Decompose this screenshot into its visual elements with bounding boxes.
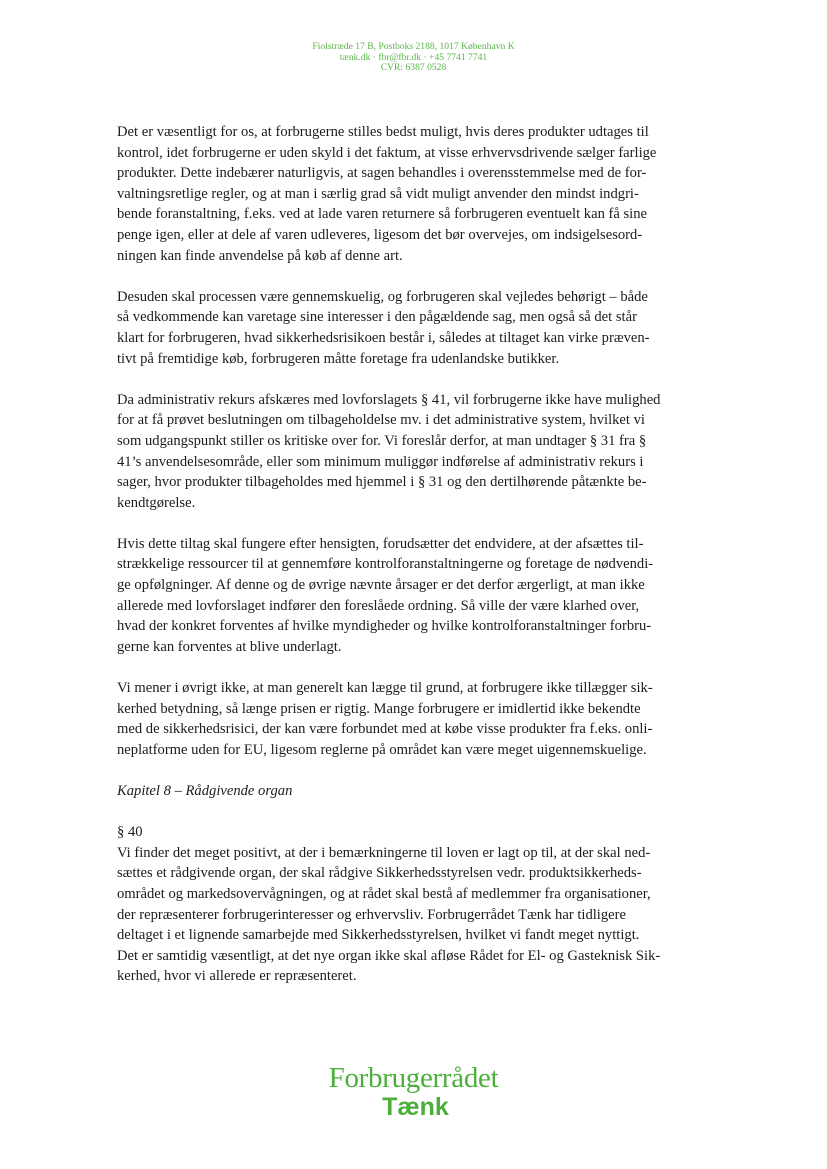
text-line: deltaget i et lignende samarbejde med Sikkerhedsstyrelsen, hvilket vi fandt meget nyttigt. — [117, 927, 640, 944]
text-line: som udgangspunkt stiller os kritiske over for. Vi foreslår derfor, at man undtager § 31 fra § — [117, 432, 647, 449]
text-line: Det er samtidig væsentligt, at det nye organ ikke skal afløse Rådet for El- og Gasteknisk Sik- — [117, 947, 661, 964]
text-line: penge igen, eller at dele af varen udleveres, ligesom det bør overvejes, om indsigelsesord- — [117, 226, 643, 243]
letterhead — [0, 42, 827, 74]
logo-wordmark-top: Forbrugerrådet — [328, 1062, 499, 1094]
text-line: valtningsretlige regler, og at man i særlig grad så vidt muligt anvender den mindst indgri- — [117, 185, 639, 202]
text-line: Da administrativ rekurs afskæres med lovforslagets § 41, vil forbrugerne ikke have mulighed — [117, 391, 661, 408]
text-line: området og markedsovervågningen, og at rådet skal bestå af medlemmer fra organisationer, — [117, 885, 651, 902]
text-line: ningen kan finde anvendelse på køb af denne art. — [117, 247, 403, 264]
text-line: 41’s anvendelsesområde, eller som minimum muliggør indførelse af administrativ rekurs i — [117, 453, 644, 470]
text-line: kerhed betydning, så længe prisen er rigtig. Mange forbrugere er imidlertid ikke bekendte — [117, 700, 641, 717]
paragraph-5 — [117, 678, 683, 760]
text-line: Det er væsentligt for os, at forbrugerne stilles bedst muligt, hvis deres produkter udtages til — [117, 124, 649, 140]
text-line: produkter. Dette indebærer naturligvis, at sagen behandles i overensstemmelse med de for- — [117, 165, 647, 182]
text-line: Vi finder det meget positivt, at der i bemærkningerne til loven er lagt op til, at der skal ned- — [117, 844, 651, 861]
text-line: strækkelige ressourcer til at gennemføre kontrolforanstaltningerne og foretage de nødvendi- — [117, 556, 654, 573]
organization-logo — [0, 1063, 827, 1121]
letterhead-contact: tænk.dk · fbr@fbr.dk · +45 7741 7741 — [339, 51, 488, 63]
text-line: så vedkommende kan varetage sine interesser i den pågældende sag, men også så det står — [117, 309, 637, 326]
text-line: der repræsenterer forbrugerinteresser og erhvervsliv. Forbrugerrådet Tænk har tidligere — [117, 906, 626, 923]
text-line: Vi mener i øvrigt ikke, at man generelt kan lægge til grund, at forbrugere ikke tillægger sik- — [117, 680, 653, 697]
paragraph-1 — [117, 122, 683, 266]
text-line: hvad der konkret forventes af hvilke myndigheder og hvilke kontrolforanstaltninger forbru- — [117, 618, 652, 635]
paragraph-3 — [117, 390, 683, 514]
text-line: kendtgørelse. — [117, 494, 196, 511]
letterhead-address: Fiolstræde 17 B, Postboks 2188, 1017 København K — [312, 41, 515, 52]
text-line: bende foranstaltning, f.eks. ved at lade varen returnere så forbrugeren eventuelt kan få sine — [117, 206, 648, 223]
logo-wordmark-bottom: Tænk — [382, 1093, 449, 1121]
text-line: allerede med lovforslaget indfører den foreslåede ordning. Så ville der være klarhed over, — [117, 597, 640, 614]
text-line: ge opfølgninger. Af denne og de øvrige nævnte årsager er det derfor ærgerligt, at man ikke — [117, 577, 645, 594]
paragraph-6 — [117, 843, 683, 987]
text-line: for at få prøvet beslutningen om tilbageholdelse mv. i det administrative system, hvilket vi — [117, 412, 645, 429]
document-body — [117, 122, 683, 1008]
text-line: Desuden skal processen være gennemskuelig, og forbrugeren skal vejledes behørigt – både — [117, 288, 648, 305]
text-line: sager, hvor produkter tilbageholdes med hjemmel i § 31 og den dertilhørende påtænkte be- — [117, 474, 647, 491]
text-line: kontrol, idet forbrugerne er uden skyld i det faktum, at visse erhvervsdrivende sælger farlige — [117, 144, 657, 161]
paragraph-4 — [117, 534, 683, 658]
text-line: tivt på fremtidige køb, forbrugeren måtte foretage fra udenlandske butikker. — [117, 350, 560, 367]
letterhead-cvr: CVR: 6387 0528 — [380, 62, 447, 73]
text-line: klart for forbrugeren, hvad sikkerhedsrisikoen består i, således at tiltaget kan virke præven- — [117, 329, 650, 346]
text-line: kerhed, hvor vi allerede er repræsenteret. — [117, 968, 357, 985]
text-line: med de sikkerhedsrisici, der kan være forbundet med at købe visse produkter fra f.eks. onli- — [117, 721, 653, 738]
chapter-heading: Kapitel 8 – Rådgivende organ — [117, 783, 293, 799]
text-line: Hvis dette tiltag skal fungere efter hensigten, forudsætter det endvidere, at der afsættes til- — [117, 535, 644, 552]
text-line: neplatforme uden for EU, ligesom reglerne på området kan være meget uigennemskuelige. — [117, 741, 647, 758]
text-line: sættes et rådgivende organ, der skal rådgive Sikkerhedsstyrelsen vedr. produktsikkerheds- — [117, 865, 642, 882]
section-number: § 40 — [117, 824, 143, 841]
paragraph-2 — [117, 287, 683, 369]
text-line: gerne kan forventes at blive underlagt. — [117, 638, 342, 655]
